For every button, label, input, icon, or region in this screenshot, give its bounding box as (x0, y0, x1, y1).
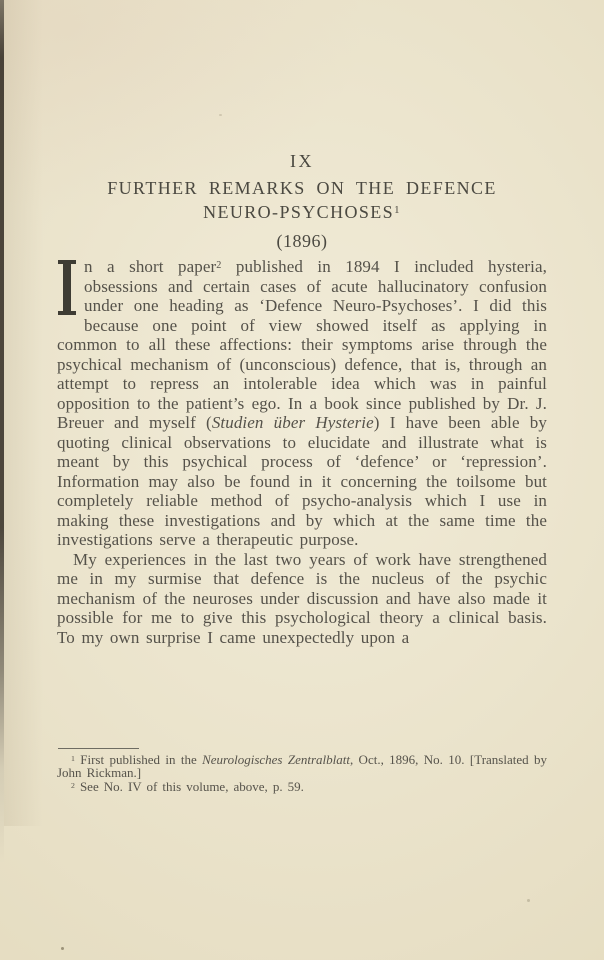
text-run: 1 (71, 753, 75, 763)
text-run: Neurologisches Zentralblatt (202, 752, 350, 767)
publication-year: (1896) (276, 231, 328, 251)
chapter-title (57, 176, 547, 224)
footnote-separator-rule (58, 748, 139, 749)
paper-speck (61, 947, 64, 950)
text-run: 1 (394, 204, 401, 217)
paragraph-1-text (57, 257, 547, 549)
footnote-2 (57, 780, 547, 793)
text-run: Studien über Hysterie (211, 413, 374, 432)
paper-speck (219, 114, 222, 116)
drop-cap-stem (63, 260, 71, 315)
drop-cap-letter (58, 259, 76, 316)
paragraph-1 (57, 257, 547, 550)
paragraph-2: My experiences in the last two years of work have strengthened me in my surmise that defence is the nucleus of the psychic mechanism of the neuroses under discussion and have also made it possible for me to give this psychological theory a clinical basis. To my own surprise I came unexpectedly upon a (57, 549, 547, 647)
paper-speck (527, 899, 530, 902)
text-run: published in 1894 I included hysteria, obsessions and certain cases of acute hallucinatory confusion under one heading as ‘Defence Neuro-Psychoses’. I did this because one point of view showed itself as applying in common to all these affections: their symptoms arise through the psychical mechanism of (unconscious) defence, that is, through an attempt to repress an intolerable idea which was in painful opposition to the patient’s ego. In a book since published by Dr. J. Breuer and myself ( (57, 257, 547, 432)
scan-binding-edge (0, 0, 4, 960)
footnote-1 (57, 753, 547, 780)
text-run: , Oct., 1896, No. 10. [Translated by John Rickman.] (57, 752, 547, 781)
drop-cap-bottom-serif (58, 311, 76, 315)
text-run: 2 (71, 780, 75, 790)
text-run: NEURO-PSYCHOSES (203, 202, 395, 222)
chapter-number: IX (290, 151, 314, 171)
chapter-title-line2 (57, 200, 547, 224)
text-run: First published in the (74, 752, 203, 767)
page-curve-shadow (4, 0, 50, 826)
footnote-section (57, 748, 547, 793)
text-run: 2 (216, 259, 222, 271)
text-run: See No. IV of this volume, above, p. 59. (74, 778, 304, 794)
chapter-title-line1: FURTHER REMARKS ON THE DEFENCE (107, 178, 497, 198)
body-text (57, 257, 547, 647)
text-run: ) I have been able by quoting clinical observations to elucidate and illustrate what is meant by this psychical process of ‘defence’ or ‘repression’. Information may also be found in it concerning the toilsome but completely reliable method of psycho-analysis which I use in making these investigations and by which at the same time the investigations serve a therapeutic purpose. (57, 413, 547, 549)
text-run: n a short paper (84, 257, 217, 276)
chapter-heading (57, 150, 547, 252)
